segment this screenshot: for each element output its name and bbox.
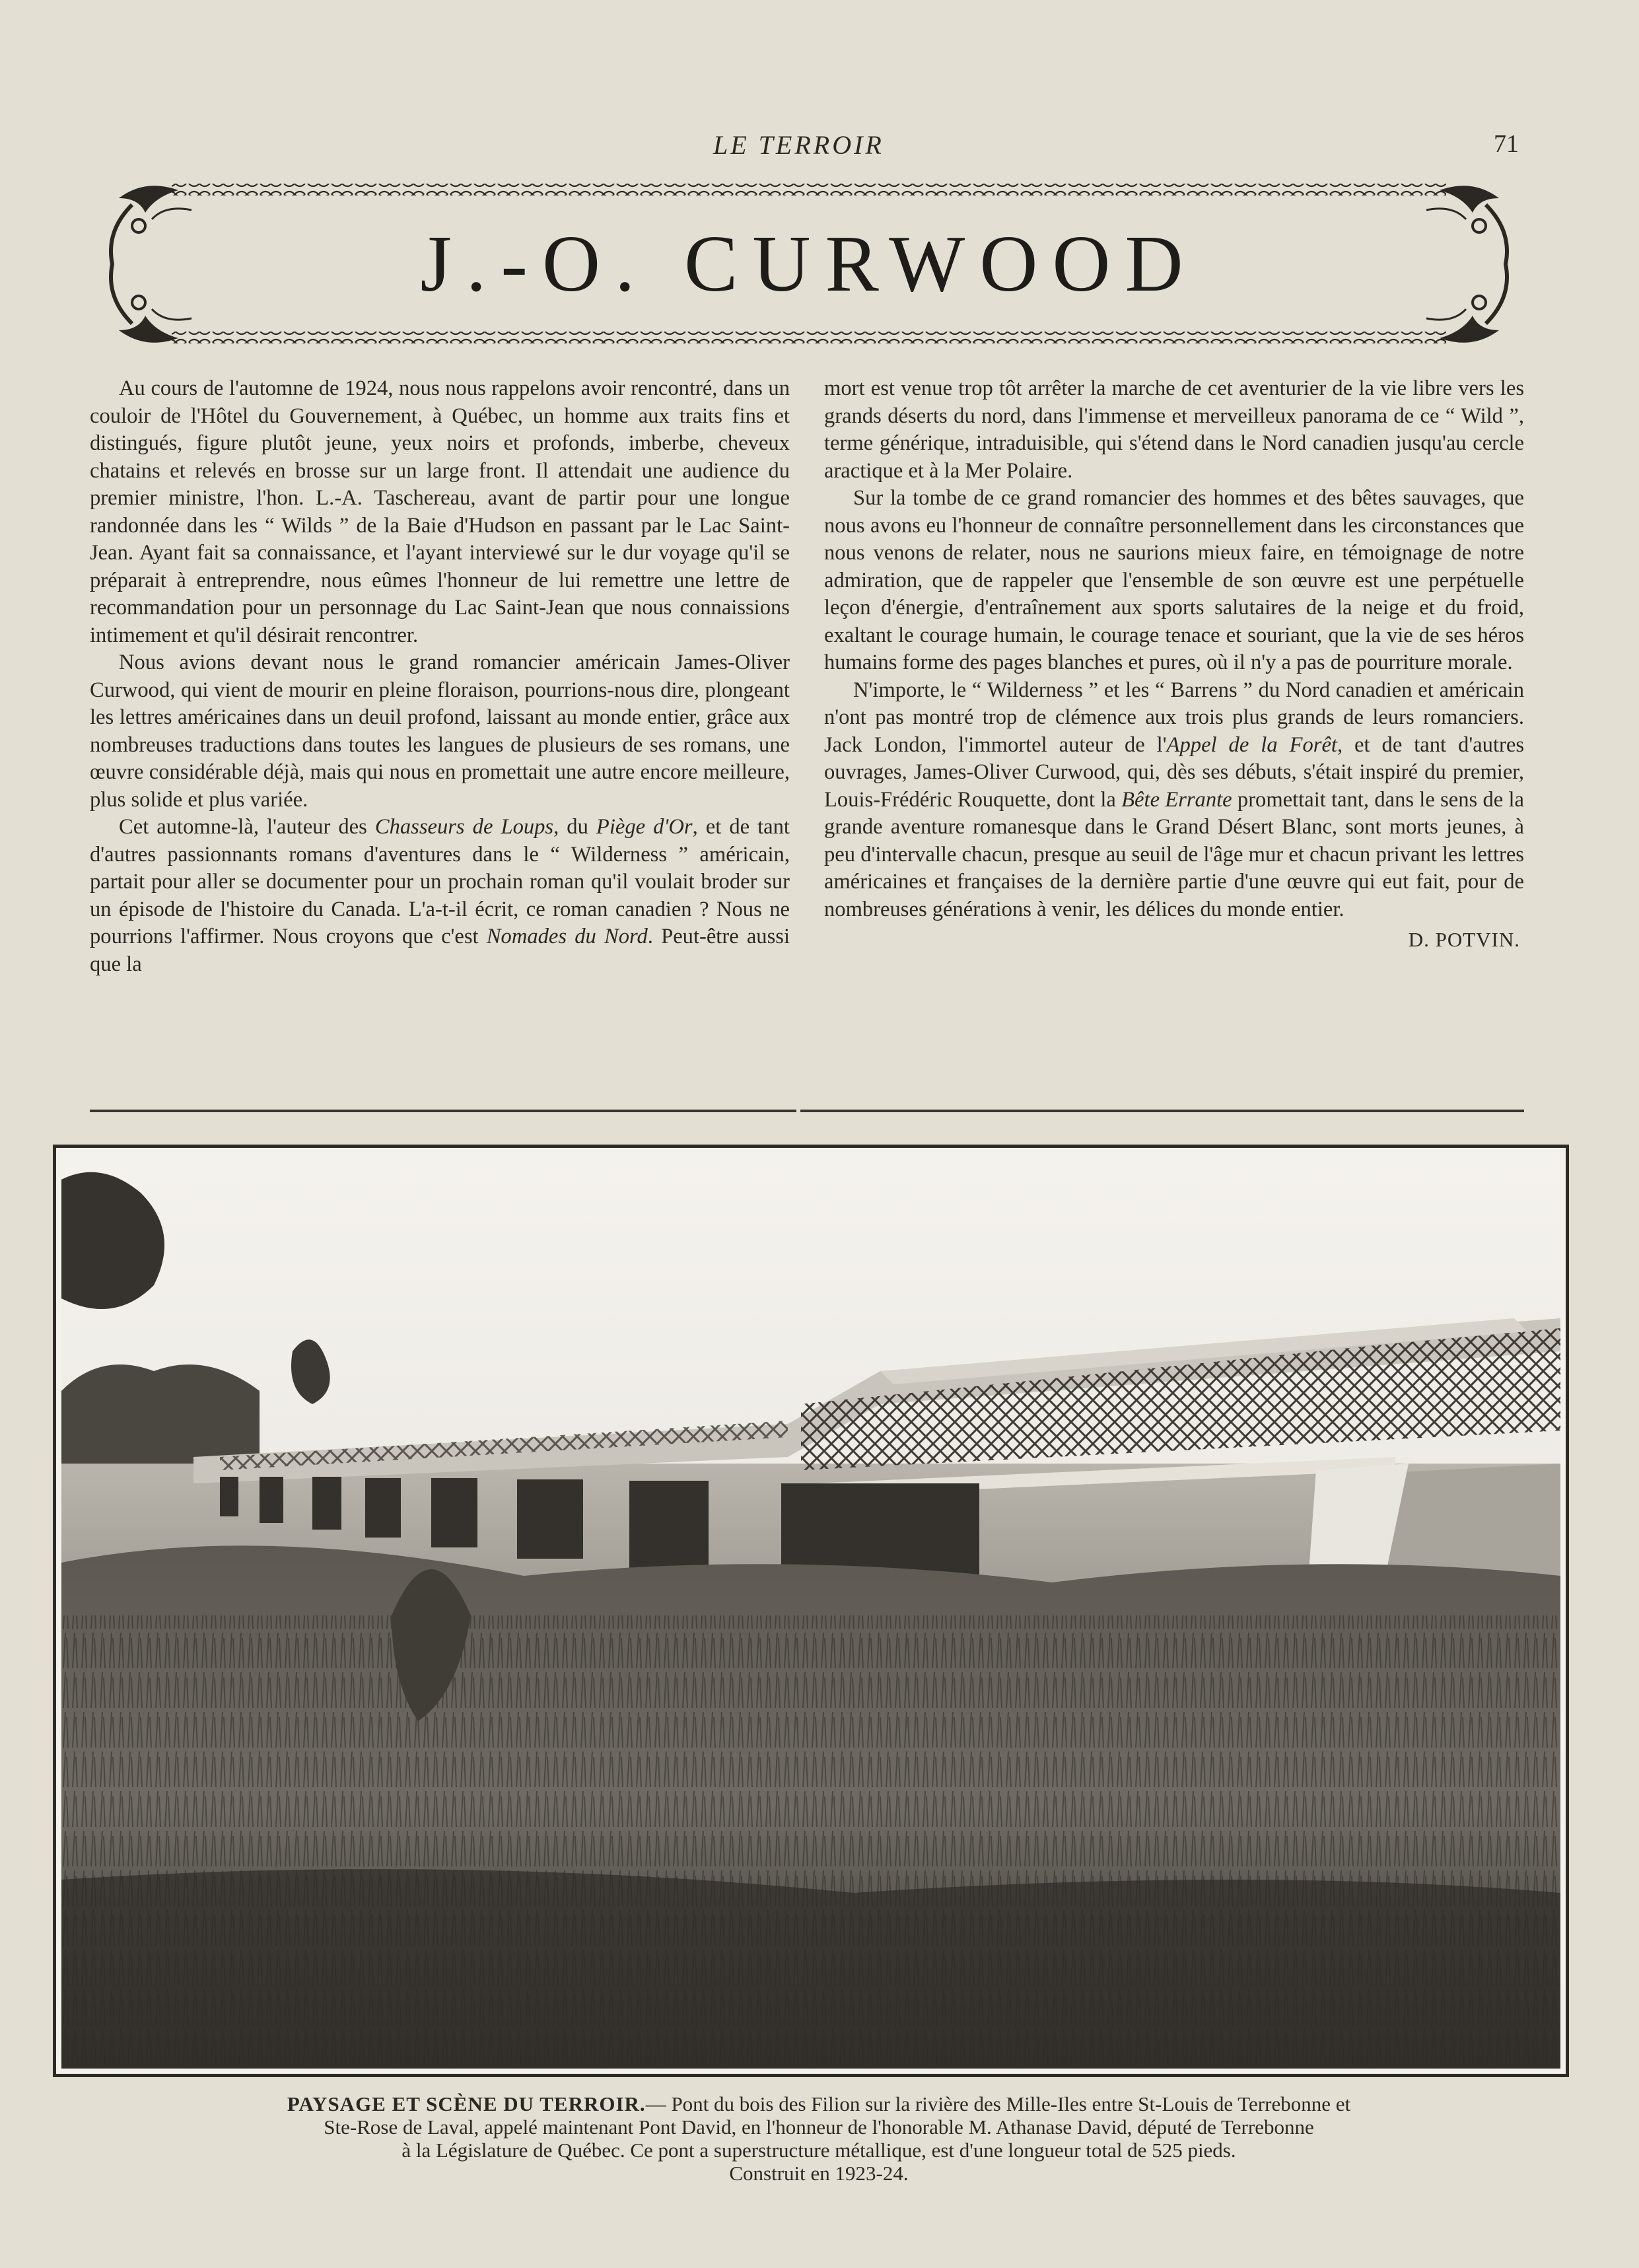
paragraph: N'importe, le “ Wilderness ” et les “ Barrens ” du Nord canadien et américain n'ont pas montré trop de clémence aux trois plus grands de leurs romanciers. Jack London, l'immortel auteur de l'Appel de la Forêt, et de tant d'autres ouvrages, James-Oliver Curwood, qui, dès ses débuts, s'était inspiré du premier, Louis-Frédéric Rouquette, dont la Bête Errante promettait tant, dans le sens de la grande aventure romanesque dans le Grand Désert Blanc, sont morts jeunes, à peu d'intervalle chacun, presque au seuil de l'âge mur et chacun privant les lettres américaines et françaises de la dernière partie d'une œuvre qui eut fait, pour de nombreuses générations à venir, les délices du monde entier. bbox=[824, 678, 1524, 921]
bridge-photo-icon bbox=[61, 1153, 1560, 2069]
divider-left bbox=[90, 1110, 796, 1112]
caption-line: Construit en 1923-24. bbox=[729, 2162, 909, 2185]
paragraph: Au cours de l'automne de 1924, nous nous rappelons avoir rencontré, dans un couloir de l'Hôtel du Gouvernement, à Québec, un homme aux traits fins et distingués, figure plutôt jeune, yeux noirs et profonds, imberbe, cheveux chatains et relevés en brosse sur un large front. Il attendait une audience du premier ministre, l'hon. L.-A. Taschereau, avant de partir pour une longue randonnée dans les “ Wilds ” de la Baie d'Hudson en passant par le Lac Saint-Jean. Ayant fait sa connaissance, et l'ayant interviewé sur le dur voyage qu'il se préparait à entreprendre, nous eûmes l'honneur de lui remettre une lettre de recommandation pour un personnage du Lac Saint-Jean que nous connaissions intimement et qu'il désirait rencontrer. bbox=[90, 376, 790, 647]
caption-line: à la Législature de Québec. Ce pont a superstructure métallique, est d'une longueur total de 525 pieds. bbox=[401, 2139, 1236, 2162]
right-column bbox=[824, 375, 1524, 954]
paragraph: Nous avions devant nous le grand romancier américain James-Oliver Curwood, qui vient de mourir en pleine floraison, pourrions-nous dire, plongeant les lettres américaines dans un deuil profond, laissant au monde entier, grâce aux nombreuses traductions dans toutes les langues de plusieurs de ses romans, une œuvre considérable déjà, mais qui nous en promettait une autre encore meilleure, plus solide et plus variée. bbox=[90, 651, 790, 812]
caption-heading: PAYSAGE ET SCÈNE DU TERROIR. bbox=[287, 2092, 646, 2115]
photo-caption bbox=[99, 2092, 1539, 2185]
book-title: Chasseurs de Loups bbox=[374, 815, 554, 839]
paragraph: Sur la tombe de ce grand romancier des hommes et des bêtes sauvages, que nous avons eu l'honneur de connaître personnellement dans les circonstances que nous venons de relater, nous ne saurions mieux faire, en témoignage de notre admiration, que de rappeler que l'ensemble de son œuvre est une perpétuelle leçon d'énergie, d'entraînement aux sports salutaires de la neige et du froid, exaltant le courage humain, le courage tenace et souriant, que la vie de ses héros humains forme des pages blanches et pures, où il n'y a pas de pourriture morale. bbox=[824, 486, 1524, 674]
paragraph: Cet automne-là, l'auteur des Chasseurs de Loups, du Piège d'Or, et de tant d'autres passionnants romans d'aventures dans le “ Wilderness ” américain, partait pour aller se documenter pour un prochain roman qu'il voulait broder sur un épisode de l'histoire du Canada. L'a-t-il écrit, ce roman canadien ? Nous ne pourrions l'affirmer. Nous croyons que c'est Nomades du Nord. Peut-être aussi que la bbox=[90, 815, 790, 976]
divider-right bbox=[800, 1110, 1524, 1112]
author-signature: D. POTVIN. bbox=[1408, 928, 1520, 951]
bridge-photo bbox=[53, 1145, 1569, 2077]
caption-line: PAYSAGE ET SCÈNE DU TERROIR.— Pont du bois des Filion sur la rivière des Mille-Iles entre St-Louis de Terrebonne et bbox=[287, 2092, 1351, 2115]
journal-name: LE TERROIR bbox=[713, 130, 884, 160]
title-frame bbox=[92, 178, 1525, 350]
article-title: J.-O. CURWOOD bbox=[420, 219, 1198, 308]
paragraph: mort est venue trop tôt arrêter la marche de cet aventurier de la vie libre vers les grands déserts du nord, dans l'immense et merveilleux panorama de ce “ Wild ”, terme générique, intraduisible, qui s'étend dans le Nord canadien jusqu'au cercle aractique et à la Mer Polaire. bbox=[824, 376, 1524, 483]
book-title: Nomades du Nord bbox=[486, 925, 648, 948]
book-title: Piège d'Or bbox=[596, 815, 693, 839]
caption-line: Ste-Rose de Laval, appelé maintenant Pont David, en l'honneur de l'honorable M. Athanase David, député de Terrebonne bbox=[324, 2115, 1314, 2139]
left-column bbox=[90, 375, 790, 978]
book-title: Appel de la Forêt bbox=[1166, 732, 1337, 757]
page-number: 71 bbox=[1494, 130, 1519, 158]
running-head bbox=[0, 129, 1639, 162]
book-title: Bête Errante bbox=[1121, 787, 1232, 812]
